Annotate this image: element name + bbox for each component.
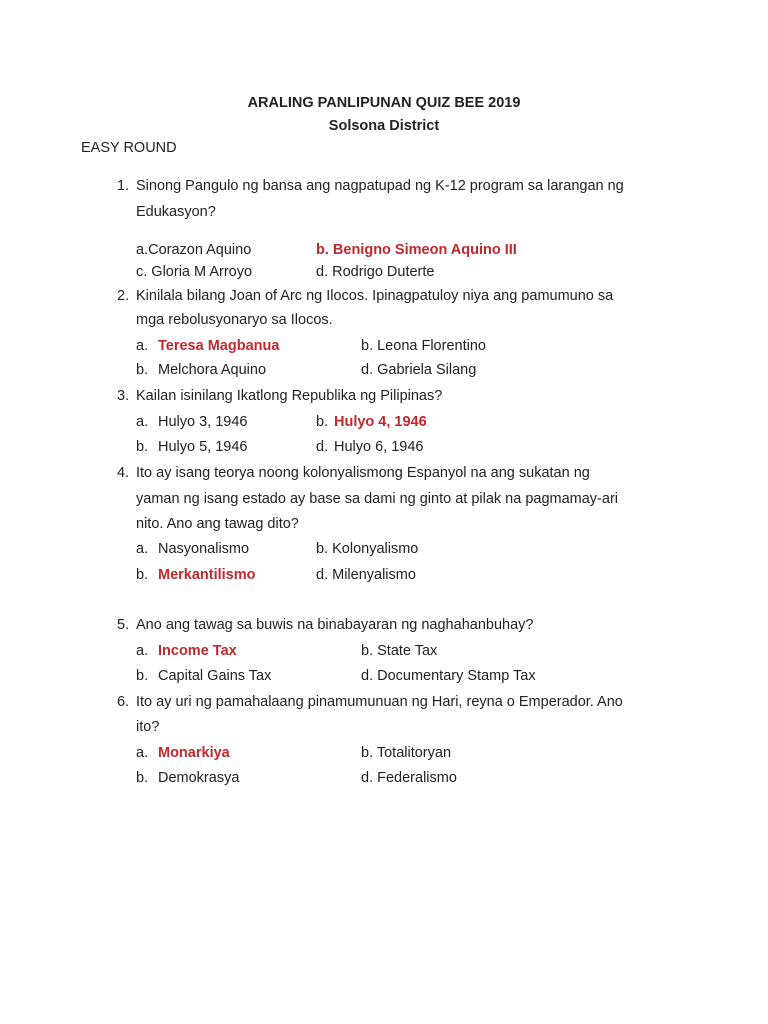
question-3-choice-c: Hulyo 5, 1946 (158, 439, 248, 455)
question-3-choice-b-correct: Hulyo 4, 1946 (334, 414, 427, 430)
question-5-choice-d: d. Documentary Stamp Tax (361, 668, 536, 684)
question-6-choice-a-correct: Monarkiya (158, 745, 230, 761)
question-4-choice-d: d. Milenyalismo (316, 567, 416, 583)
question-6-choice-c: Demokrasya (158, 770, 240, 786)
question-2-number: 2. (117, 288, 130, 304)
question-6-choice-b: b. Totalitoryan (361, 745, 452, 761)
question-3-choice-letter-b: b. (316, 414, 329, 430)
question-2-choice-d: d. Gabriela Silang (361, 362, 477, 378)
question-3-choice-letter-a: a. (136, 414, 149, 430)
question-2-choice-letter-a: a. (136, 338, 149, 354)
question-5-choice-letter-a: a. (136, 643, 149, 659)
page-title: ARALING PANLIPUNAN QUIZ BEE 2019 (247, 95, 521, 111)
question-3-choice-a: Hulyo 3, 1946 (158, 414, 248, 430)
question-3-text-line-1: Kailan isinilang Ikatlong Republika ng Pilipinas? (136, 388, 443, 404)
question-5-choice-letter-c: b. (136, 668, 149, 684)
question-2-text-line-2: mga rebolusyonaryo sa Ilocos. (136, 312, 333, 328)
question-4-choice-letter-c: b. (136, 567, 149, 583)
question-5-choice-a-correct: Income Tax (158, 643, 237, 659)
question-1-text-line-2: Edukasyon? (136, 204, 216, 220)
question-3-choice-d: Hulyo 6, 1946 (334, 439, 424, 455)
question-6-choice-d: d. Federalismo (361, 770, 457, 786)
question-1-number: 1. (117, 178, 130, 194)
question-2-choice-c: Melchora Aquino (158, 362, 267, 378)
question-5-choice-c: Capital Gains Tax (158, 668, 272, 684)
question-4-text-line-3: nito. Ano ang tawag dito? (136, 516, 299, 532)
question-2-text-line-1: Kinilala bilang Joan of Arc ng Ilocos. Ipinagpatuloy niya ang pamumuno sa (136, 288, 614, 304)
question-5-choice-b: b. State Tax (361, 643, 438, 659)
question-2-choice-b: b. Leona Florentino (361, 338, 486, 354)
question-1-choice-a: a.Corazon Aquino (136, 242, 252, 258)
question-6-choice-letter-c: b. (136, 770, 149, 786)
question-4-text-line-1: Ito ay isang teorya noong kolonyalismong Espanyol na ang sukatan ng (136, 465, 590, 481)
question-2-choice-a-correct: Teresa Magbanua (158, 338, 280, 354)
question-4-text-line-2: yaman ng isang estado ay base sa dami ng ginto at pilak na pagmamay-ari (136, 491, 619, 507)
question-6-number: 6. (117, 694, 130, 710)
question-1-choice-b-correct: b. Benigno Simeon Aquino III (316, 242, 517, 258)
question-6-text-line-1: Ito ay uri ng pamahalaang pinamumunuan ng Hari, reyna o Emperador. Ano (136, 694, 623, 710)
question-6-text-line-2: ito? (136, 719, 160, 735)
question-5-number: 5. (117, 617, 130, 633)
question-2-choice-letter-b: b. (136, 362, 149, 378)
question-4-number: 4. (117, 465, 130, 481)
question-4-choice-b: b. Kolonyalismo (316, 541, 419, 557)
question-3-choice-letter-d: d. (316, 439, 329, 455)
question-4-choice-letter-a: a. (136, 541, 149, 557)
page-subtitle: Solsona District (328, 118, 440, 134)
question-1-choice-d: d. Rodrigo Duterte (316, 264, 435, 280)
question-1-choice-c: c. Gloria M Arroyo (136, 264, 253, 280)
question-3-number: 3. (117, 388, 130, 404)
question-3-choice-letter-c: b. (136, 439, 149, 455)
round-label: EASY ROUND (81, 140, 177, 156)
question-4-choice-a: Nasyonalismo (158, 541, 250, 557)
question-4-choice-c-correct: Merkantilismo (158, 567, 256, 583)
question-6-choice-letter-a: a. (136, 745, 149, 761)
question-5-text-line-1: Ano ang tawag sa buwis na binabayaran ng naghahanbuhay? (136, 617, 534, 633)
question-1-text-line-1: Sinong Pangulo ng bansa ang nagpatupad ng K-12 program sa larangan ng (136, 178, 624, 194)
